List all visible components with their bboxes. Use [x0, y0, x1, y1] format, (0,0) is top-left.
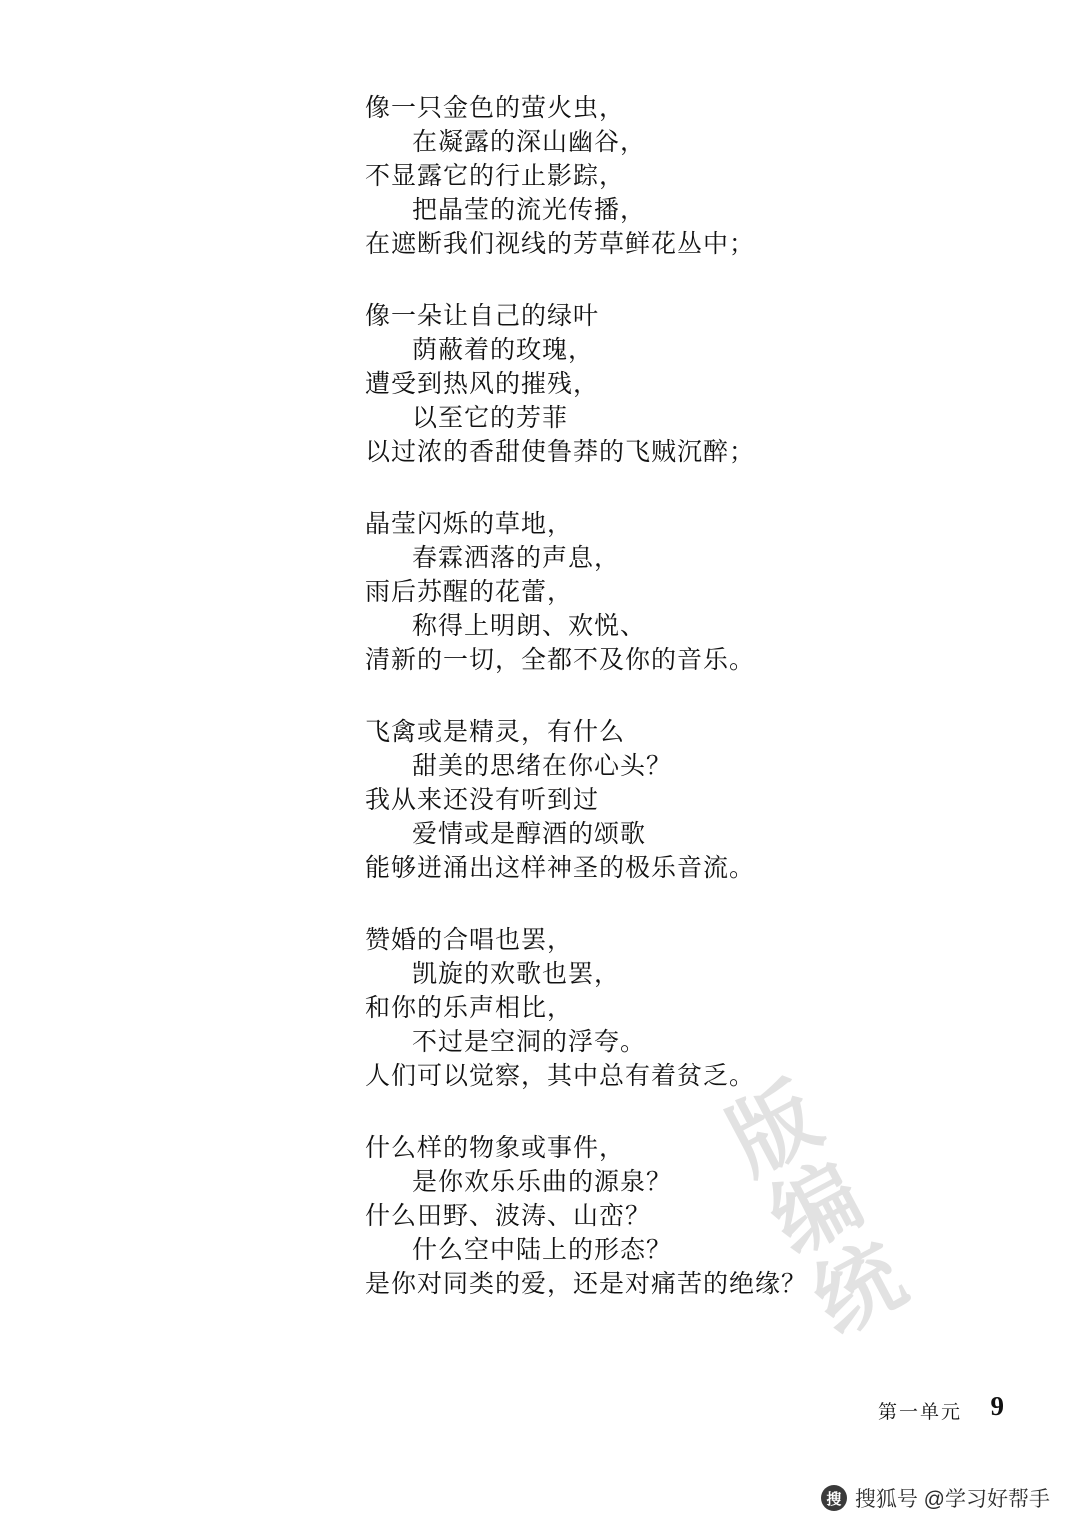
unit-label: 第一单元 [877, 1402, 962, 1423]
poem-line: 什么样的物象或事件， [365, 1135, 626, 1162]
poem-stanza [0, 716, 1080, 886]
poem-line: 称得上明朗、欢悦、 [412, 613, 647, 640]
poem-line: 春霖洒落的声息， [412, 545, 621, 572]
poem-line: 什么田野、波涛、山峦？ [365, 1203, 652, 1230]
poem-line: 遭受到热风的摧残， [365, 371, 600, 398]
credit-label: 搜狐号 @学习好帮手 [854, 1488, 1050, 1511]
poem-line: 荫蔽着的玫瑰， [412, 337, 595, 364]
poem-stanza [0, 92, 1080, 262]
poem-line: 像一只金色的萤火虫， [365, 95, 626, 122]
source-credit [821, 1483, 1050, 1513]
poem-stanza [0, 508, 1080, 678]
poem-line: 在凝露的深山幽谷， [412, 129, 647, 156]
poem-line: 甜美的思绪在你心头？ [412, 753, 673, 780]
poem-line: 把晶莹的流光传播， [412, 197, 647, 224]
poem-line: 我从来还没有听到过 [365, 787, 600, 814]
sohu-logo-icon: 搜 [821, 1485, 847, 1511]
poem-line: 和你的乐声相比， [365, 995, 574, 1022]
page-footer [0, 1391, 1080, 1431]
poem-stanza [0, 1132, 1080, 1302]
poem-body [0, 92, 1080, 1340]
poem-stanza [0, 300, 1080, 470]
poem-line: 能够迸涌出这样神圣的极乐音流。 [365, 855, 756, 882]
poem-line: 赞婚的合唱也罢， [365, 927, 574, 954]
watermark-line-2: 编 [756, 1144, 881, 1272]
poem-line: 什么空中陆上的形态？ [412, 1237, 673, 1264]
watermark-line-3: 统 [798, 1224, 924, 1352]
page-number: 9 [990, 1391, 1004, 1421]
poem-line: 是你对同类的爱，还是对痛苦的绝缘？ [365, 1271, 808, 1298]
poem-line: 爱情或是醇酒的颂歌 [412, 821, 647, 848]
poem-stanza [0, 924, 1080, 1094]
watermark-line-1: 版 [713, 1064, 839, 1192]
poem-line: 清新的一切，全都不及你的音乐。 [365, 647, 756, 674]
poem-line: 以过浓的香甜使鲁莽的飞贼沉醉； [365, 439, 756, 466]
poem-line: 不显露它的行止影踪， [365, 163, 626, 190]
poem-line: 以至它的芳菲 [412, 405, 569, 432]
poem-line: 人们可以觉察，其中总有着贫乏。 [365, 1063, 756, 1090]
poem-line: 不过是空洞的浮夸。 [412, 1029, 647, 1056]
poem-line: 晶莹闪烁的草地， [365, 511, 574, 538]
poem-line: 飞禽或是精灵，有什么 [365, 719, 626, 746]
poem-line: 像一朵让自己的绿叶 [365, 303, 600, 330]
poem-line: 是你欢乐乐曲的源泉？ [412, 1169, 673, 1196]
poem-line: 雨后苏醒的花蕾， [365, 579, 574, 606]
poem-line: 凯旋的欢歌也罢， [412, 961, 621, 988]
poem-line: 在遮断我们视线的芳草鲜花丛中； [365, 231, 756, 258]
